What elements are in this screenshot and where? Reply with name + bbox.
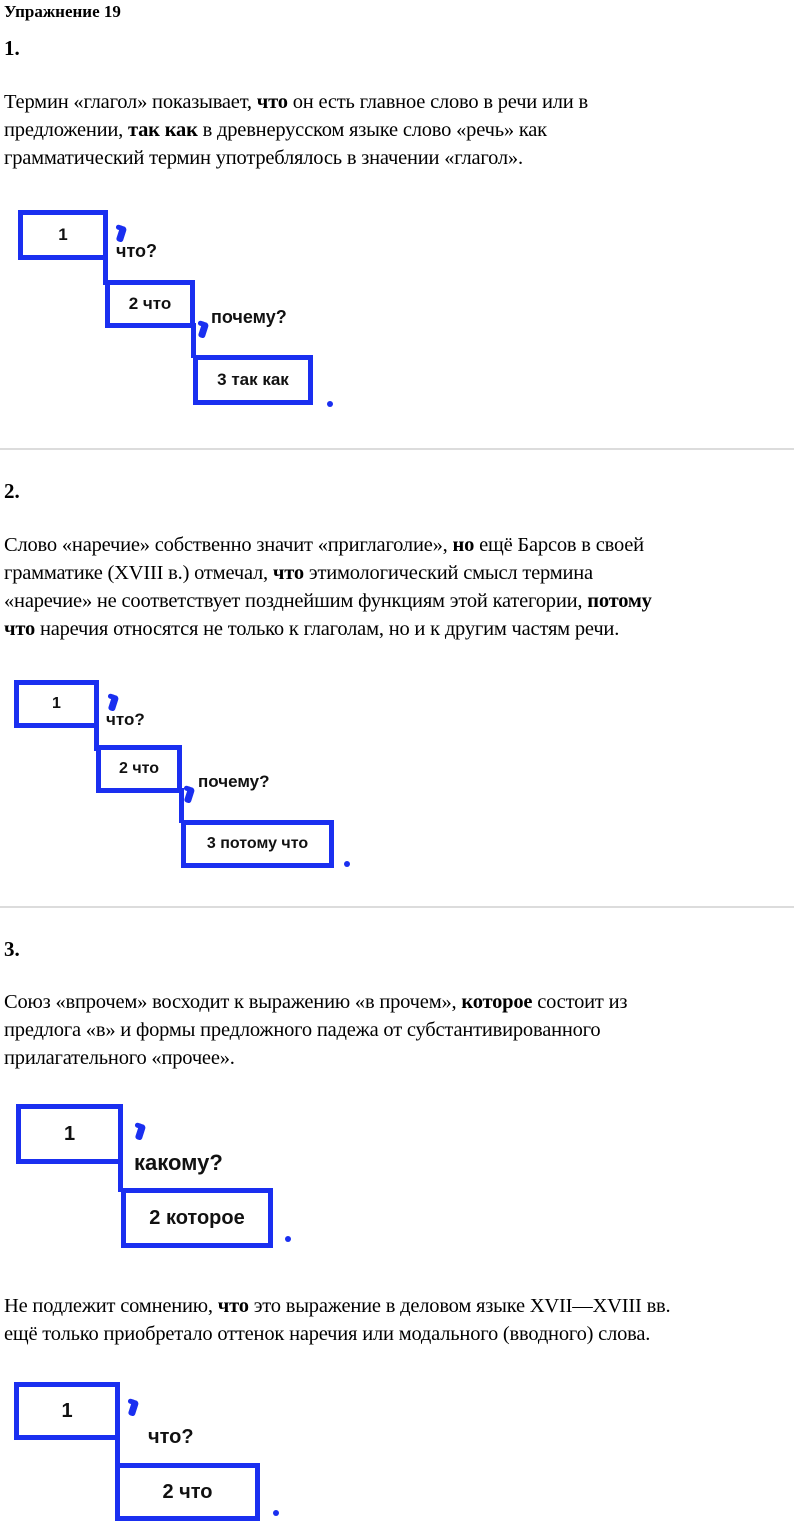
scheme-connector (179, 788, 184, 823)
period-dot (327, 401, 333, 407)
section-number-1: 1. (4, 36, 20, 60)
question-arrow-icon (128, 1399, 140, 1416)
exercise-title: Упражнение 19 (4, 2, 121, 21)
scheme-box-3: 3 потому что (181, 820, 334, 868)
section-3-paragraph-2: Не подлежит сомнению, что это выражение в деловом языке XVII—XVIII вв. ещё только приобретало оттенок наречия или модального (вводного) слова. (4, 1295, 671, 1345)
scheme-question-1: что? (116, 241, 158, 261)
section-3-paragraph: Союз «впрочем» восходит к выражению «в прочем», которое состоит из предлога «в» и формы предложного падежа от субстантивированного прилагательного «прочее». (4, 991, 628, 1069)
scheme-connector (118, 1158, 123, 1192)
scheme-question-2: почему? (211, 307, 287, 327)
section-number-2: 2. (4, 479, 20, 503)
scheme-question-1: что? (148, 1426, 194, 1448)
period-dot (285, 1236, 291, 1242)
scheme-box-1: 1 (14, 1382, 120, 1440)
scheme-question-1: что? (106, 710, 145, 729)
scheme-box-2: 2 которое (121, 1188, 273, 1248)
section-2-paragraph: Слово «наречие» собственно значит «приглаголие», но ещё Барсов в своей грамматике (XVIII в.) отмечал, что этимологический смысл термина «наречие» не соответствует позднейшим функциям этой категории, потому что наречия относятся не только к глаголам, но и к другим частям речи. (4, 534, 652, 640)
section-separator (0, 448, 794, 450)
section-separator (0, 906, 794, 908)
scheme-question-2: почему? (198, 772, 270, 791)
question-arrow-icon (184, 786, 196, 803)
scheme-box-2: 2 что (115, 1463, 260, 1521)
emphasized-conjunction: потому (587, 590, 652, 612)
scheme-box-1: 1 (18, 210, 108, 260)
emphasized-conjunction: но (452, 534, 475, 556)
period-dot (273, 1510, 279, 1516)
question-arrow-icon (198, 321, 210, 338)
section-number-3: 3. (4, 937, 20, 961)
scheme-box-2: 2 что (96, 745, 182, 793)
scheme-box-3: 3 так как (193, 355, 313, 405)
period-dot (344, 861, 350, 867)
scheme-connector (191, 323, 196, 358)
scheme-box-2: 2 что (105, 280, 195, 328)
emphasized-conjunction: что (272, 562, 304, 584)
scheme-box-1: 1 (16, 1104, 123, 1164)
emphasized-conjunction: так как (128, 119, 198, 141)
scheme-box-1: 1 (14, 680, 99, 728)
emphasized-conjunction: что (217, 1295, 249, 1317)
emphasized-conjunction: что (256, 91, 288, 113)
emphasized-conjunction: что (4, 618, 36, 640)
section-1-paragraph: Термин «глагол» показывает, что он есть главное слово в речи или в предложении, так как в древнерусском языке слово «речь» как грамматический термин употреблялось в значении «глагол». (4, 91, 588, 169)
emphasized-conjunction: которое (461, 991, 533, 1013)
question-arrow-icon (135, 1123, 147, 1140)
scheme-question-1: какому? (134, 1150, 223, 1175)
